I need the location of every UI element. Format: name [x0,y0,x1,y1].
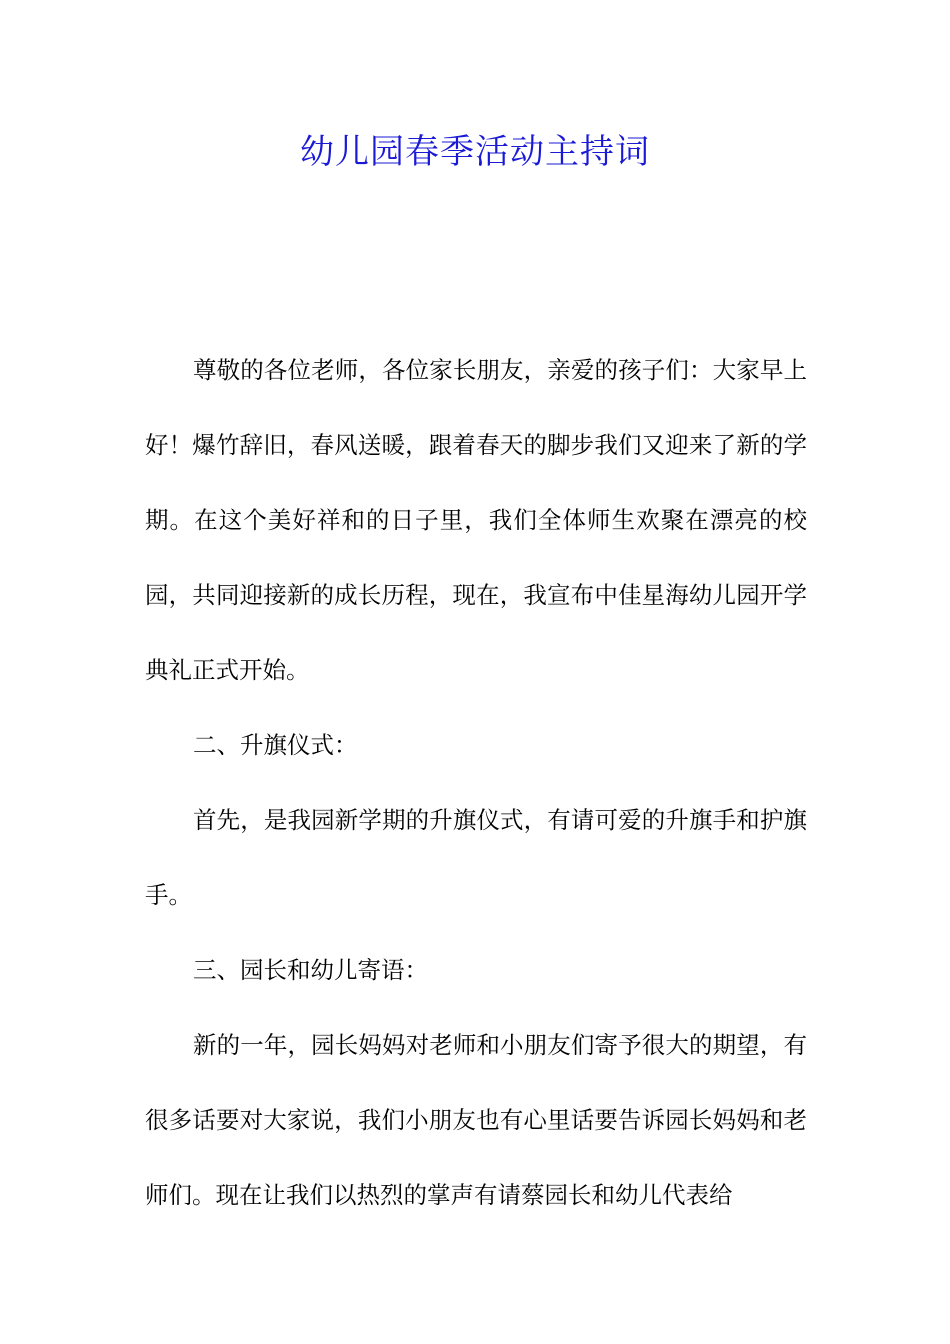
section-heading-principal-message: 三、园长和幼儿寄语： [193,956,428,984]
section-heading-flag-raising: 二、升旗仪式： [193,731,358,759]
document-body [145,333,807,1233]
paragraph-principal-message: 新的一年，园长妈妈对老师和小朋友们寄予很大的期望，有很多话要对大家说，我们小朋友也有心里话要告诉园长妈妈和老师们。现在让我们以热烈的掌声有请蔡园长和幼儿代表给 [145,1031,807,1209]
paragraph-opening: 尊敬的各位老师，各位家长朋友，亲爱的孩子们：大家早上好！爆竹辞旧，春风送暖，跟着春天的脚步我们又迎来了新的学期。在这个美好祥和的日子里，我们全体师生欢聚在漂亮的校园，共同迎接新的成长历程，现在，我宣布中佳星海幼儿园开学典礼正式开始。 [145,356,807,684]
paragraph-flag-raising: 首先，是我园新学期的升旗仪式，有请可爱的升旗手和护旗手。 [145,806,807,909]
document-title: 幼儿园春季活动主持词 [300,132,650,172]
